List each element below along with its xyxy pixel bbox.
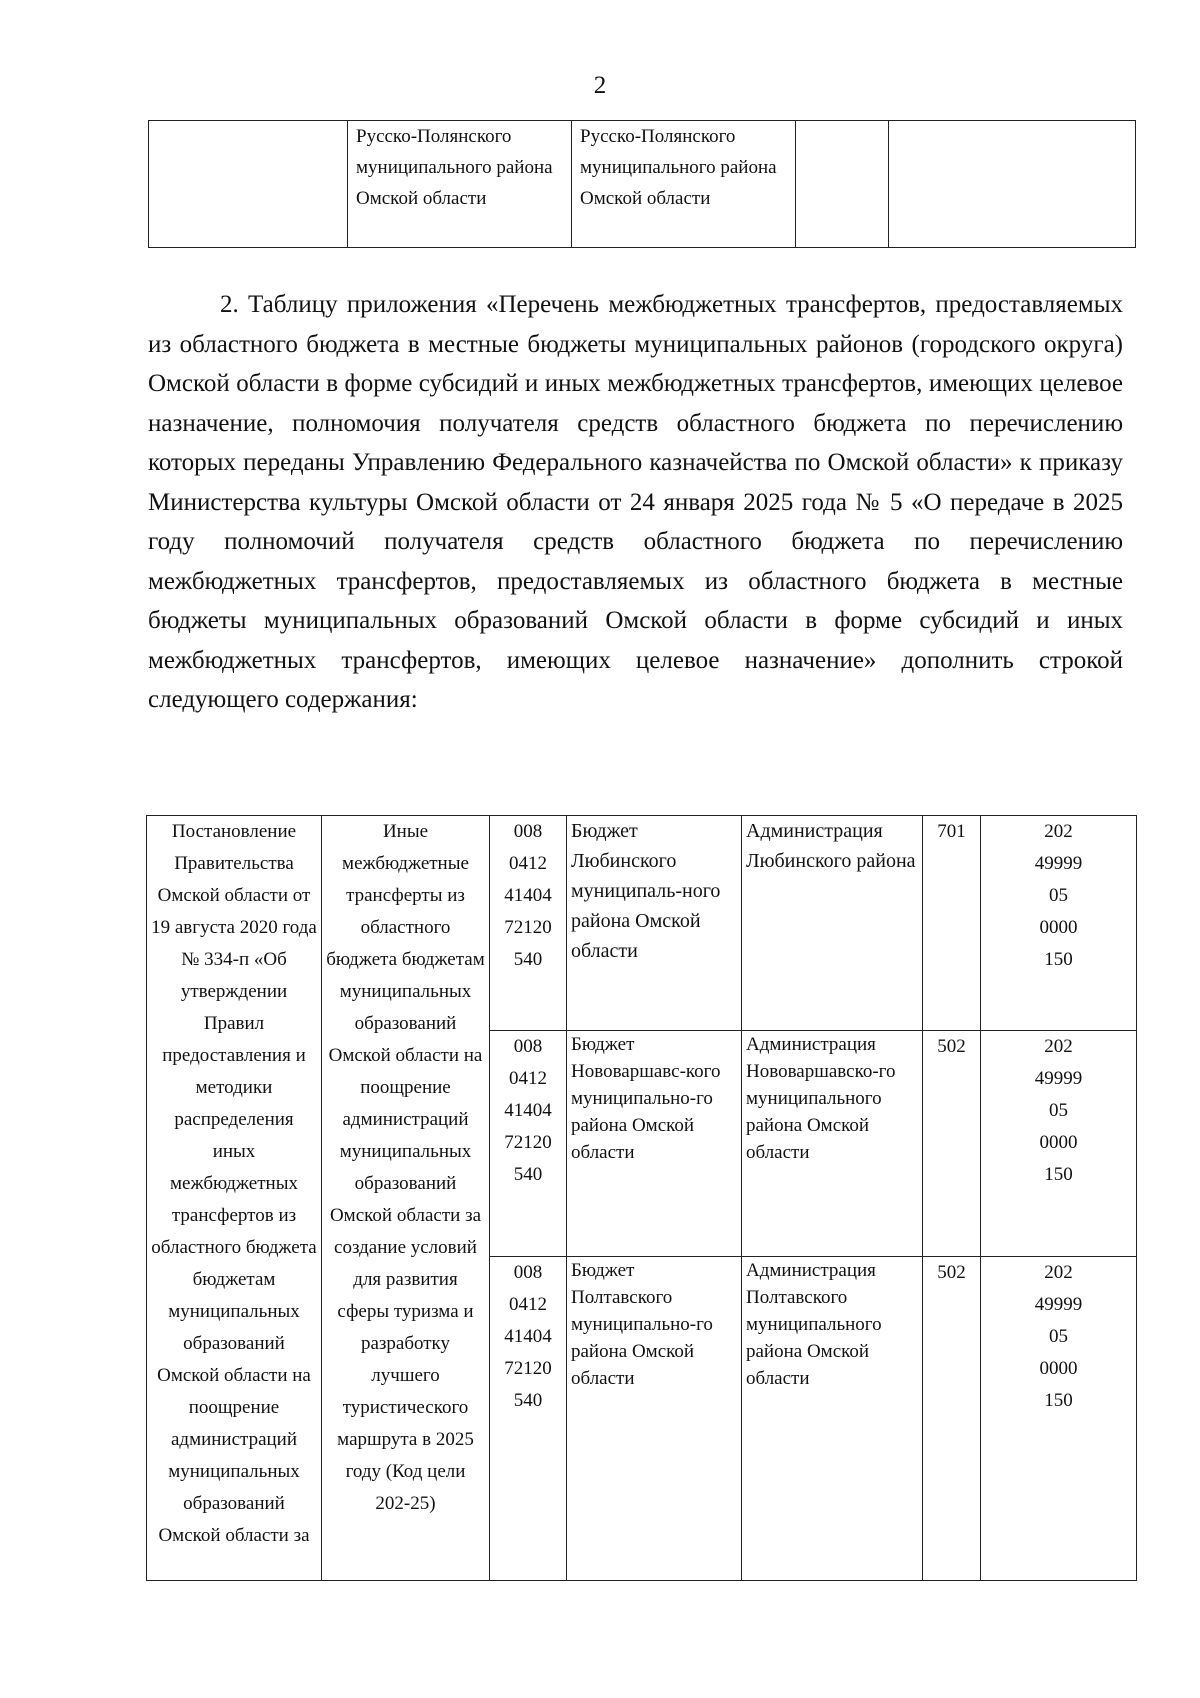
continued-table [148, 120, 1136, 248]
table-cell-admin-code: 701 [923, 816, 981, 1031]
table-cell-budget-code: 008 0412 41404 72120 540 [490, 1031, 567, 1257]
table-cell-empty [889, 121, 1136, 248]
table-cell-budget: Бюджет Нововаршавс-кого муниципально-го района Омской области [567, 1031, 742, 1257]
table-cell-revenue-code: 202 49999 05 0000 150 [981, 1031, 1137, 1257]
table-cell-budget: Бюджет Любинского муниципаль-ного района Омской области [567, 816, 742, 1031]
amendment-paragraph: 2. Таблицу приложения «Перечень межбюджетных трансфертов, предоставляемых из областного бюджета в местные бюджеты муниципальных районов (городского округа) Омской области в форме субсидий и иных межбюджетных трансфертов, имеющих целевое назначение, полномочия получателя средств областного бюджета по перечислению которых переданы Управлению Федерального казначейства по Омской области» к приказу Министерства культуры Омской области от 24 января 2025 года № 5 «О передаче в 2025 году полномочий получателя средств областного бюджета по перечислению межбюджетных трансфертов, предоставляемых из областного бюджета в местные бюджеты муниципальных образований Омской области в форме субсидий и иных межбюджетных трансфертов, имеющих целевое назначение» дополнить строкой следующего содержания: [148, 291, 1123, 713]
table-cell-transfer-type: Иные межбюджетные трансферты из областного бюджета бюджетам муниципальных образований Омской области на поощрение администраций муниципальных образований Омской области за создание условий для развития сферы туризма и разработку лучшего туристического маршрута в 2025 году (Код цели 202-25) [322, 816, 490, 1581]
transfers-table [146, 815, 1137, 1581]
table-cell-admin-code: 502 [923, 1031, 981, 1257]
table-cell-recipient: Русско-Полянского муниципального района Омской области [572, 121, 796, 248]
table-cell-budget: Бюджет Полтавского муниципально-го района Омской области [567, 1257, 742, 1581]
table-cell-empty [796, 121, 889, 248]
table-row [147, 816, 1137, 1031]
table-cell-revenue-code: 202 49999 05 0000 150 [981, 1257, 1137, 1581]
table-cell-budget-code: 008 0412 41404 72120 540 [490, 816, 567, 1031]
table-cell-administration: Администрация Любинского района [742, 816, 923, 1031]
page-number: 2 [593, 72, 607, 99]
table-cell-empty [149, 121, 348, 248]
table-cell-budget-code: 008 0412 41404 72120 540 [490, 1257, 567, 1581]
table-cell-document: Постановление Правительства Омской области от 19 августа 2020 года № 334-п «Об утверждении Правил предоставления и методики распределения иных межбюджетных трансфертов из областного бюджета бюджетам муниципальных образований Омской области на поощрение администраций муниципальных образований Омской области за [147, 816, 322, 1581]
table-cell-administration: Администрация Нововаршавско-го муниципального района Омской области [742, 1031, 923, 1257]
table-cell-revenue-code: 202 49999 05 0000 150 [981, 816, 1137, 1031]
table-cell-budget: Русско-Полянского муниципального района Омской области [348, 121, 572, 248]
table-cell-admin-code: 502 [923, 1257, 981, 1581]
table-row [149, 121, 1136, 248]
table-cell-administration: Администрация Полтавского муниципального района Омской области [742, 1257, 923, 1581]
